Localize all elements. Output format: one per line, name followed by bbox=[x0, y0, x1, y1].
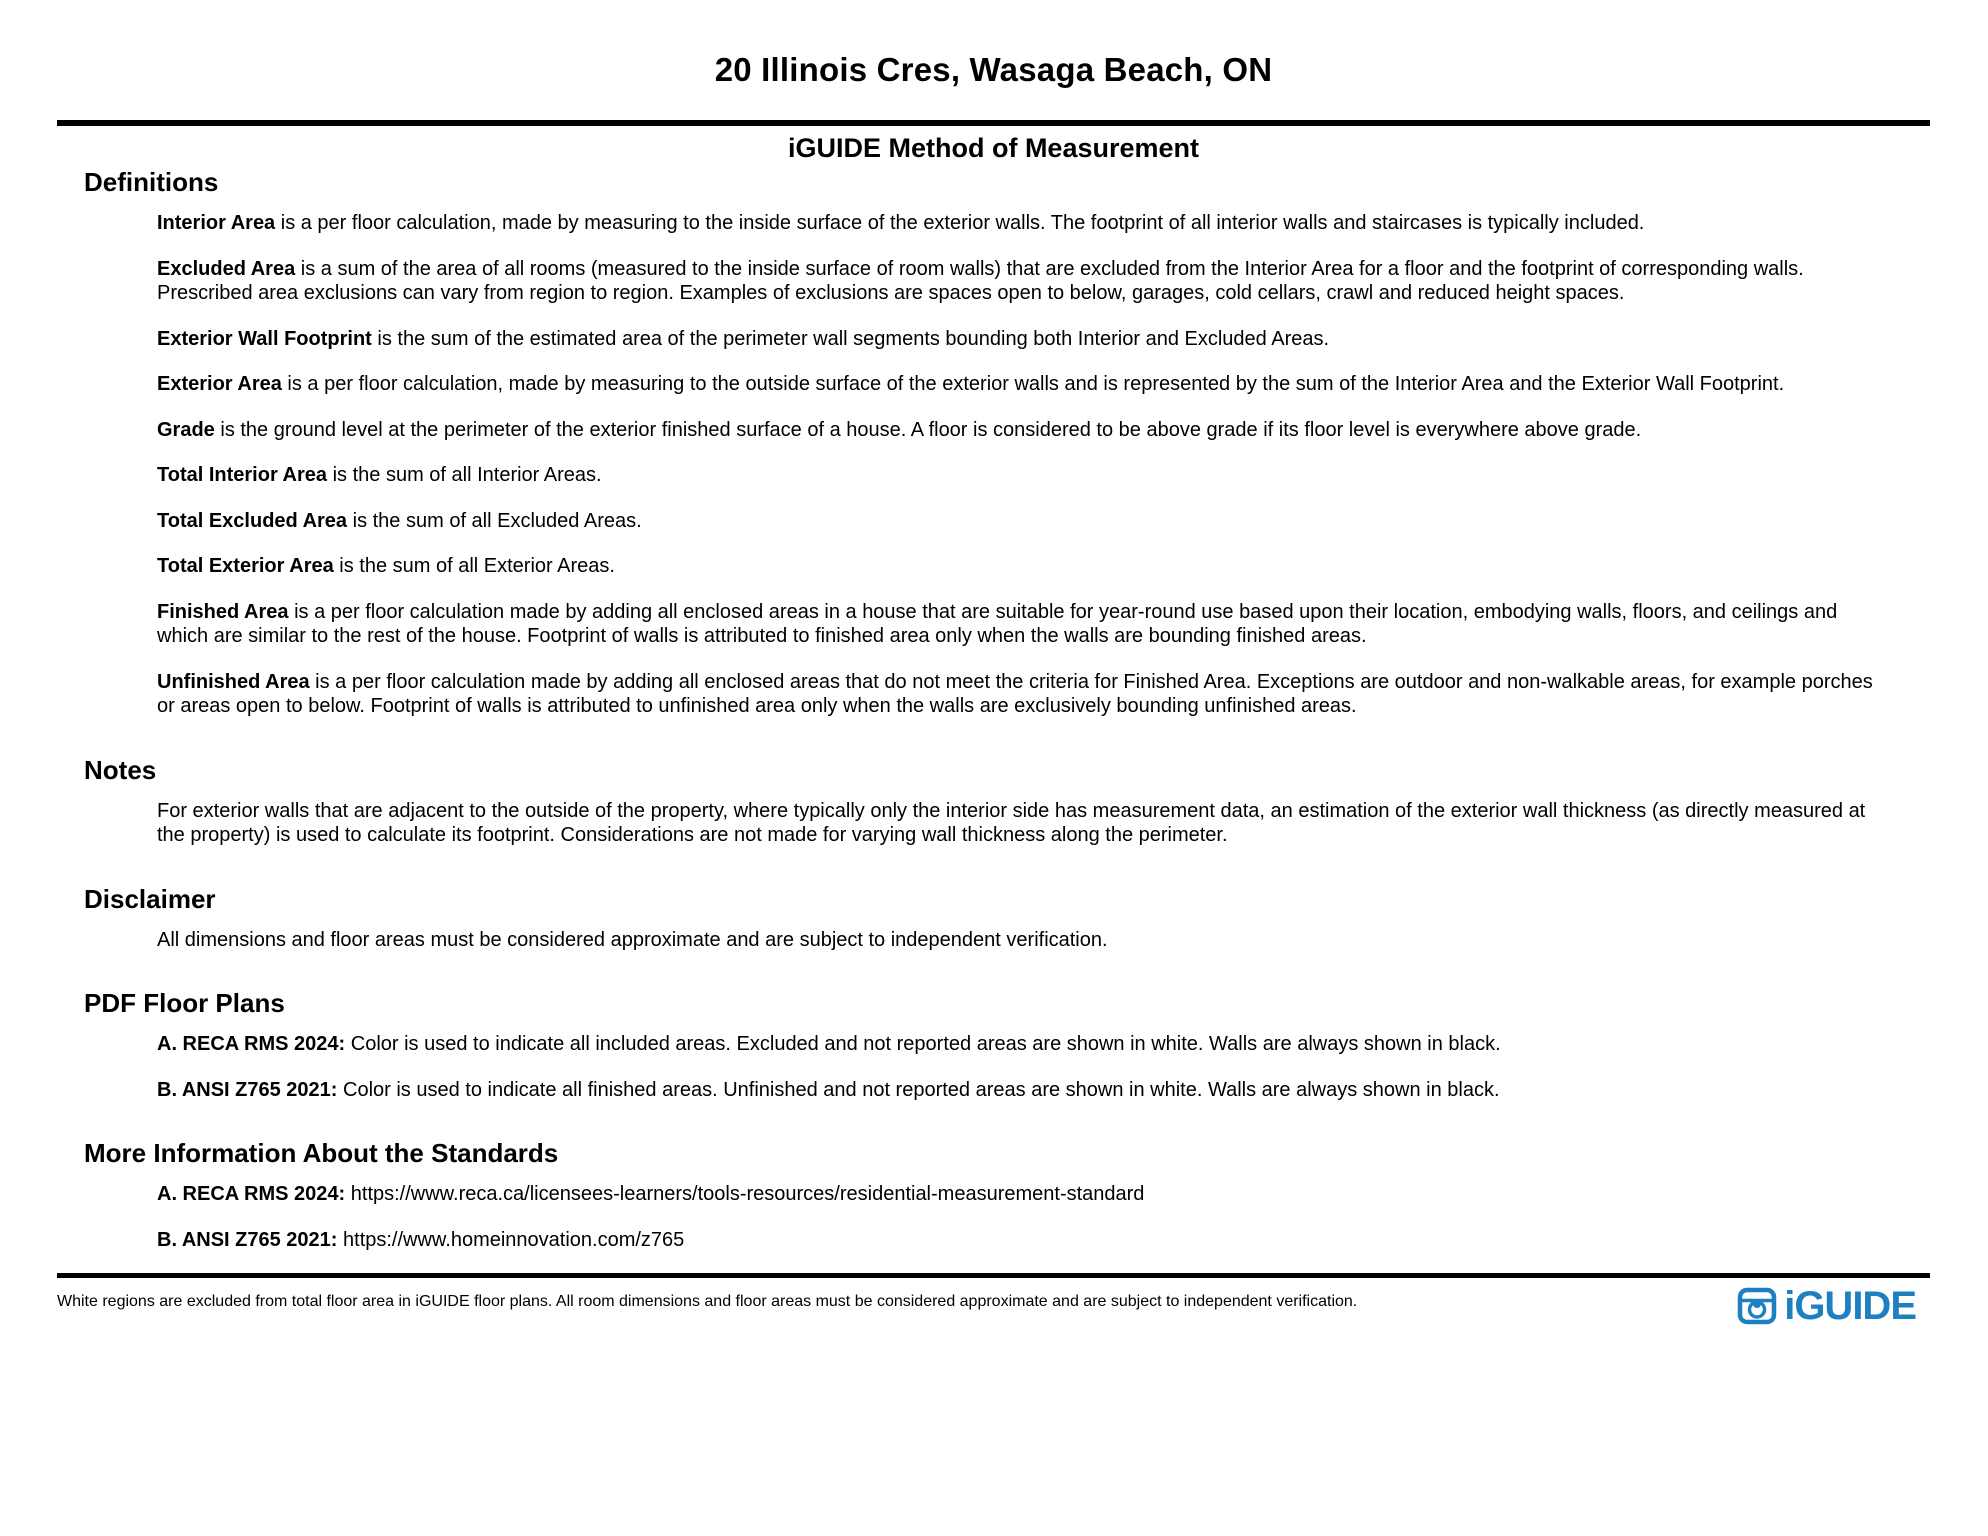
definition-total-interior-area bbox=[157, 463, 1890, 488]
definition-text: is the sum of the estimated area of the perimeter wall segments bounding both Interior and Excluded Areas. bbox=[371, 327, 1330, 350]
definition-unfinished-area bbox=[157, 670, 1890, 719]
section-heading-more-information: More Information About the Standards bbox=[84, 1138, 559, 1168]
definition-text: is a per floor calculation made by adding all enclosed areas that do not meet the criteria for Finished Area. Exceptions are outdoor and non-walkable areas, for example porches or areas open to below. Footprint of walls is attributed to unfinished area only when the walls are exclusively bounding unfinished areas. bbox=[157, 670, 1873, 717]
footer bbox=[57, 1284, 1930, 1328]
definition-term: Grade bbox=[157, 418, 215, 441]
section-heading-pdf-floor-plans: PDF Floor Plans bbox=[84, 988, 285, 1018]
standard-label: B. ANSI Z765 2021: bbox=[157, 1078, 338, 1101]
standard-label: A. RECA RMS 2024: bbox=[157, 1183, 346, 1205]
definition-excluded-area bbox=[157, 257, 1890, 306]
definition-term: Finished Area bbox=[157, 600, 289, 623]
notes-paragraph: For exterior walls that are adjacent to the outside of the property, where typically only the interior side has measurement data, an estimation of the exterior wall thickness (as directly measured at the property) is used to calculate its footprint. Considerations are not made for varying wall thickness along the perimeter. bbox=[157, 799, 1866, 846]
definition-term: Exterior Wall Footprint bbox=[157, 327, 372, 350]
definition-term: Excluded Area bbox=[157, 257, 296, 280]
footer-disclaimer-note: White regions are excluded from total floor area in iGUIDE floor plans. All room dimensions and floor areas must be considered approximate and are subject to independent verification. bbox=[57, 1293, 1358, 1310]
definition-term: Unfinished Area bbox=[157, 670, 310, 693]
section-heading-definitions: Definitions bbox=[84, 167, 219, 197]
reca-standard-url[interactable]: https://www.reca.ca/licensees-learners/tools-resources/residential-measurement-standard bbox=[345, 1183, 1145, 1205]
definition-text: is a per floor calculation, made by measuring to the outside surface of the exterior walls and is represented by the sum of the Interior Area and the Exterior Wall Footprint. bbox=[281, 373, 1785, 395]
definition-total-exterior-area bbox=[157, 554, 1890, 579]
definition-finished-area bbox=[157, 600, 1890, 649]
definition-term: Total Exterior Area bbox=[157, 555, 334, 577]
definition-interior-area bbox=[157, 211, 1890, 236]
section-heading-disclaimer: Disclaimer bbox=[84, 883, 216, 914]
ansi-standard-url[interactable]: https://www.homeinnovation.com/z765 bbox=[337, 1228, 685, 1251]
definition-text: is a sum of the area of all rooms (measured to the inside surface of room walls) that are excluded from the Interior Area for a floor and the footprint of corresponding walls. Prescribed area exclusions can vary from region to region. Examples of exclusions are spaces open to below, garages, cold cellars, crawl and reduced height spaces. bbox=[157, 257, 1804, 304]
method-of-measurement-subtitle: iGUIDE Method of Measurement bbox=[787, 133, 1200, 163]
definition-text: is the sum of all Interior Areas. bbox=[327, 464, 602, 486]
definition-text: is the sum of all Exterior Areas. bbox=[333, 555, 615, 577]
standard-label: B. ANSI Z765 2021: bbox=[157, 1228, 338, 1251]
definition-term: Total Excluded Area bbox=[157, 509, 348, 532]
definition-text: is a per floor calculation, made by measuring to the inside surface of the exterior walls. The footprint of all interior walls and staircases is typically included. bbox=[275, 212, 1645, 234]
iguide-logo-text: iGUIDE bbox=[1784, 1284, 1916, 1328]
disclaimer-paragraph: All dimensions and floor areas must be considered approximate and are subject to independent verification. bbox=[157, 928, 1108, 951]
definition-exterior-wall-footprint bbox=[157, 327, 1890, 352]
pdf-floor-plans-item-ansi bbox=[157, 1078, 1890, 1103]
more-info-item-reca bbox=[157, 1182, 1890, 1207]
camera-icon bbox=[1737, 1287, 1777, 1325]
standard-label: A. RECA RMS 2024: bbox=[157, 1033, 346, 1055]
standard-text: Color is used to indicate all included areas. Excluded and not reported areas are shown in white. Walls are always shown in black. bbox=[345, 1033, 1501, 1055]
property-address-title: 20 Illinois Cres, Wasaga Beach, ON bbox=[714, 51, 1273, 88]
definition-term: Interior Area bbox=[157, 212, 276, 234]
definition-exterior-area bbox=[157, 372, 1890, 397]
definition-text: is a per floor calculation made by adding all enclosed areas in a house that are suitable for year-round use based upon their location, embodying walls, floors, and ceilings and which are similar to the rest of the house. Footprint of walls is attributed to finished area only when the walls are bounding finished areas. bbox=[157, 600, 1838, 647]
definition-text: is the ground level at the perimeter of the exterior finished surface of a house. A floor is considered to be above grade if its floor level is everywhere above grade. bbox=[214, 418, 1642, 441]
definition-total-excluded-area bbox=[157, 509, 1890, 534]
definition-text: is the sum of all Excluded Areas. bbox=[347, 509, 642, 532]
standard-text: Color is used to indicate all finished areas. Unfinished and not reported areas are shown in white. Walls are always shown in black. bbox=[337, 1078, 1500, 1101]
more-info-item-ansi bbox=[157, 1228, 1890, 1253]
header-rule bbox=[57, 120, 1930, 126]
iguide-logo bbox=[1737, 1284, 1916, 1328]
section-heading-notes: Notes bbox=[84, 754, 157, 785]
footer-rule bbox=[57, 1273, 1930, 1278]
definition-grade bbox=[157, 418, 1890, 443]
pdf-floor-plans-item-reca bbox=[157, 1032, 1890, 1057]
definition-term: Exterior Area bbox=[157, 373, 282, 395]
definition-term: Total Interior Area bbox=[157, 464, 328, 486]
